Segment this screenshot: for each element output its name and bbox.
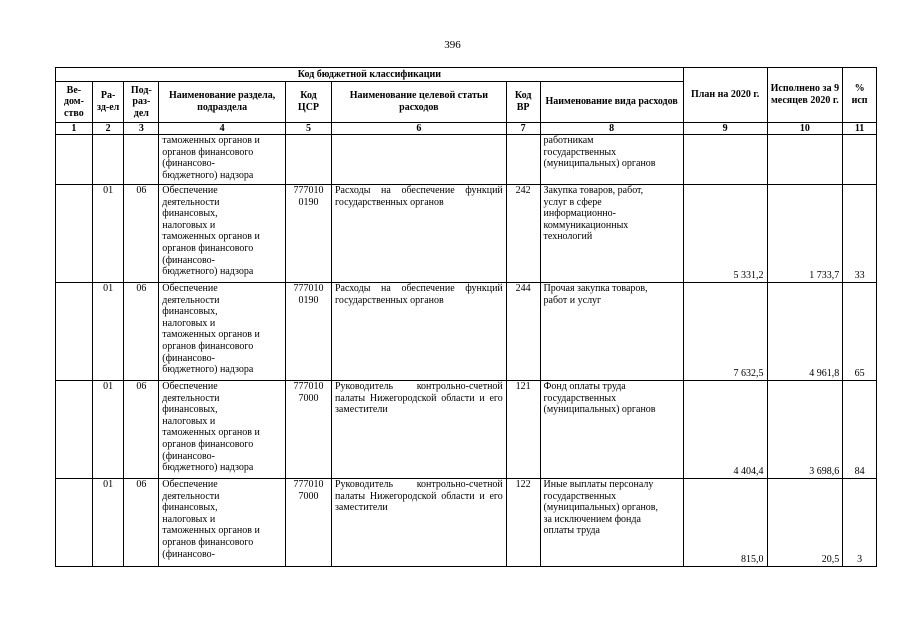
cell-name-vid <box>540 135 683 185</box>
cell-razdel <box>92 135 124 185</box>
cell-name-vid-line: государственных <box>543 490 617 502</box>
cell-name-razdel-line: Обеспечение <box>162 283 218 294</box>
budget-table <box>55 67 877 567</box>
cell-vedomstvo <box>56 135 93 185</box>
table-row <box>56 479 877 567</box>
cell-name-razdel-line: бюджетного) надзора <box>162 364 254 376</box>
col-vedomstvo-header: Ве-дом-ство <box>56 82 93 123</box>
cell-kod-csr <box>285 185 331 283</box>
cell-name-razdel-line: бюджетного) надзора <box>162 266 254 278</box>
cell-name-razdel-line: таможенных органов и <box>162 231 260 243</box>
cell-name-vid <box>540 479 683 567</box>
col-name-razdel-header: Наименование раздела, подраздела <box>159 82 286 123</box>
cell-pct <box>843 135 877 185</box>
cell-name-razdel-line: деятельности <box>162 294 220 306</box>
cell-name-razdel-line: деятельности <box>162 392 220 404</box>
cell-name-razdel-line: налоговых и <box>162 415 216 427</box>
cell-name-razdel-line: финансовых, <box>162 404 218 416</box>
cell-name-razdel-line: таможенных органов и <box>162 525 260 537</box>
cell-plan: 4 404,4 <box>683 381 767 479</box>
cell-name-vid-line: государственных <box>543 146 617 158</box>
cell-name-vid-line: услуг в сфере <box>543 196 602 208</box>
cell-name-vid-line: (муниципальных) органов, <box>543 502 659 514</box>
col-kod-vr-header: Код ВР <box>506 82 540 123</box>
cell-name-razdel-line: органов финансового <box>162 438 254 450</box>
cell-plan: 815,0 <box>683 479 767 567</box>
cell-name-razdel-line: финансовых, <box>162 306 218 318</box>
col-razdel-header: Ра-зд-ел <box>92 82 124 123</box>
table-row <box>56 135 877 185</box>
cell-kod-vr: 122 <box>506 479 540 567</box>
cell-name-razdel-line: финансовых, <box>162 208 218 220</box>
cell-name-vid-line: коммуникационных <box>543 219 629 231</box>
cell-pct: 65 <box>843 283 877 381</box>
cell-name-razdel-line: органов финансового <box>162 242 254 254</box>
col-podrazdel-header: Под-раз-дел <box>124 82 159 123</box>
cell-name-razdel-line: деятельности <box>162 490 220 502</box>
cell-pct: 33 <box>843 185 877 283</box>
cell-ispolneno: 20,5 <box>767 479 843 567</box>
cell-plan: 7 632,5 <box>683 283 767 381</box>
cell-kod-csr-line: 0190 <box>298 196 319 208</box>
cell-ispolneno <box>767 135 843 185</box>
col-plan-header: План на 2020 г. <box>683 68 767 123</box>
cell-name-vid-line: работ и услуг <box>543 294 602 306</box>
cell-plan: 5 331,2 <box>683 185 767 283</box>
cell-name-vid-line: Иные выплаты персоналу <box>543 479 654 490</box>
cell-name-vid-line: за исключением фонда <box>543 513 641 525</box>
cell-name-razdel-line: налоговых и <box>162 513 216 525</box>
col-kod-csr-header: Код ЦСР <box>285 82 331 123</box>
col-name-vid-header: Наименование вида расходов <box>540 82 683 123</box>
cell-name-razdel-line: (финансово- <box>162 158 215 170</box>
cell-name-razdel-line: таможенных органов и <box>162 135 260 146</box>
cell-name-target <box>331 135 506 185</box>
cell-name-razdel <box>159 185 286 283</box>
cell-name-razdel-line: органов финансового <box>162 536 254 548</box>
cell-kod-csr-line: 7000 <box>298 490 319 502</box>
cell-ispolneno: 4 961,8 <box>767 283 843 381</box>
cell-kod-csr <box>285 135 331 185</box>
cell-kod-csr-line: 0190 <box>298 294 319 306</box>
cell-name-razdel <box>159 135 286 185</box>
cell-name-razdel <box>159 381 286 479</box>
cell-podrazdel <box>124 135 159 185</box>
cell-name-razdel-line: (финансово- <box>162 450 215 462</box>
cell-name-razdel-line: (финансово- <box>162 254 215 266</box>
cell-kod-csr-line: 777010 <box>293 185 324 196</box>
cell-podrazdel: 06 <box>124 185 159 283</box>
cell-name-razdel-line: органов финансового <box>162 340 254 352</box>
cell-vedomstvo <box>56 283 93 381</box>
cell-name-razdel-line: деятельности <box>162 196 220 208</box>
cell-podrazdel: 06 <box>124 479 159 567</box>
cell-kod-vr <box>506 135 540 185</box>
cell-name-razdel <box>159 479 286 567</box>
cell-podrazdel: 06 <box>124 381 159 479</box>
col-number: 9 <box>683 123 767 135</box>
cell-name-razdel-line: налоговых и <box>162 219 216 231</box>
cell-kod-csr <box>285 283 331 381</box>
cell-name-target: Руководитель контрольно-счетной палаты Нижегородской области и его заместители <box>331 479 506 567</box>
col-number: 7 <box>506 123 540 135</box>
cell-name-vid <box>540 185 683 283</box>
cell-name-razdel-line: (финансово- <box>162 352 215 364</box>
cell-pct: 3 <box>843 479 877 567</box>
cell-kod-csr <box>285 479 331 567</box>
cell-kod-vr: 121 <box>506 381 540 479</box>
cell-name-razdel-line: Обеспечение <box>162 185 218 196</box>
cell-name-razdel <box>159 283 286 381</box>
cell-name-razdel-line: финансовых, <box>162 502 218 514</box>
cell-name-vid-line: (муниципальных) органов <box>543 404 656 416</box>
classification-group-header: Код бюджетной классификации <box>56 68 684 82</box>
cell-name-vid <box>540 381 683 479</box>
cell-ispolneno: 1 733,7 <box>767 185 843 283</box>
cell-name-target: Расходы на обеспечение функций государственных органов <box>331 283 506 381</box>
cell-ispolneno: 3 698,6 <box>767 381 843 479</box>
table-row <box>56 381 877 479</box>
cell-name-razdel-line: налоговых и <box>162 317 216 329</box>
cell-name-razdel-line: (финансово- <box>162 548 215 560</box>
page-number: 396 <box>444 39 461 51</box>
cell-vedomstvo <box>56 479 93 567</box>
col-name-target-header: Наименование целевой статьи расходов <box>331 82 506 123</box>
cell-name-razdel-line: бюджетного) надзора <box>162 462 254 474</box>
cell-razdel: 01 <box>92 381 124 479</box>
col-number: 2 <box>92 123 124 135</box>
cell-razdel: 01 <box>92 283 124 381</box>
cell-name-vid-line: информационно- <box>543 208 616 220</box>
cell-name-razdel-line: таможенных органов и <box>162 427 260 439</box>
cell-name-razdel-line: Обеспечение <box>162 479 218 490</box>
cell-vedomstvo <box>56 185 93 283</box>
cell-kod-csr <box>285 381 331 479</box>
col-number: 6 <box>331 123 506 135</box>
table-row <box>56 283 877 381</box>
cell-name-vid-line: оплаты труда <box>543 525 600 537</box>
cell-name-razdel-line: бюджетного) надзора <box>162 169 254 181</box>
cell-kod-vr: 244 <box>506 283 540 381</box>
cell-name-vid-line: Прочая закупка товаров, <box>543 283 648 294</box>
col-number: 11 <box>843 123 877 135</box>
table-row <box>56 185 877 283</box>
cell-name-vid-line: государственных <box>543 392 617 404</box>
cell-name-target: Руководитель контрольно-счетной палаты Нижегородской области и его заместители <box>331 381 506 479</box>
cell-name-vid-line: (муниципальных) органов <box>543 158 656 170</box>
cell-razdel: 01 <box>92 185 124 283</box>
cell-kod-csr-line: 777010 <box>293 381 324 392</box>
col-ispolneno-header: Исполнено за 9 месяцев 2020 г. <box>767 68 843 123</box>
cell-razdel: 01 <box>92 479 124 567</box>
cell-name-razdel-line: органов финансового <box>162 146 254 158</box>
cell-kod-csr-line: 777010 <box>293 283 324 294</box>
cell-name-razdel-line: таможенных органов и <box>162 329 260 341</box>
cell-name-razdel-line: Обеспечение <box>162 381 218 392</box>
col-number: 10 <box>767 123 843 135</box>
cell-podrazdel: 06 <box>124 283 159 381</box>
col-number: 3 <box>124 123 159 135</box>
cell-name-vid-line: работникам <box>543 135 594 146</box>
col-pct-header: % исп <box>843 68 877 123</box>
cell-kod-vr: 242 <box>506 185 540 283</box>
cell-vedomstvo <box>56 381 93 479</box>
col-number: 5 <box>285 123 331 135</box>
col-number: 1 <box>56 123 93 135</box>
cell-name-vid-line: Фонд оплаты труда <box>543 381 626 392</box>
cell-name-vid-line: технологий <box>543 231 593 243</box>
col-number: 8 <box>540 123 683 135</box>
cell-name-target: Расходы на обеспечение функций государственных органов <box>331 185 506 283</box>
cell-kod-csr-line: 7000 <box>298 392 319 404</box>
cell-pct: 84 <box>843 381 877 479</box>
col-number: 4 <box>159 123 286 135</box>
cell-kod-csr-line: 777010 <box>293 479 324 490</box>
cell-plan <box>683 135 767 185</box>
cell-name-vid-line: Закупка товаров, работ, <box>543 185 644 196</box>
cell-name-vid <box>540 283 683 381</box>
